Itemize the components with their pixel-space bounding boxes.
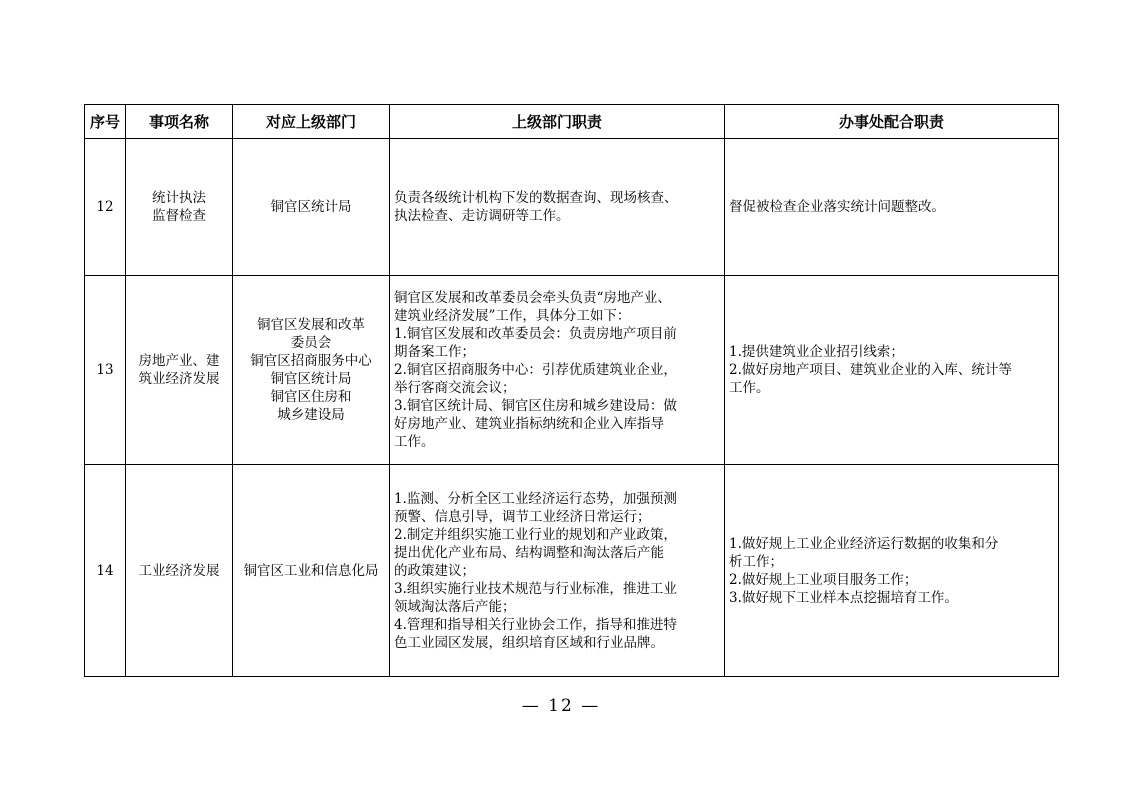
text-line: 1.提供建筑业企业招引线索； bbox=[729, 344, 904, 360]
text-line: 2.铜官区招商服务中心：引荐优质建筑业企业， bbox=[394, 362, 677, 378]
text-line: 3.做好规下工业样本点挖掘培育工作。 bbox=[729, 589, 958, 606]
duties-table bbox=[84, 104, 1059, 677]
text-line: 房地产业、建 bbox=[138, 353, 220, 369]
text-line: 2.做好房地产项目、建筑业企业的入库、统计等 bbox=[729, 362, 1012, 378]
cell-item-name bbox=[126, 276, 233, 465]
cell-superior-duty bbox=[390, 139, 725, 276]
text-line: 铜官区工业和信息化局 bbox=[243, 562, 379, 579]
page-number: — 12 — bbox=[521, 696, 601, 716]
cell-office-duty bbox=[725, 139, 1059, 276]
cell-office-duty bbox=[725, 465, 1059, 677]
cell-item-name bbox=[126, 465, 233, 677]
table-row bbox=[85, 465, 1059, 677]
text-line: 铜官区统计局 bbox=[270, 371, 352, 387]
text-line: 工作。 bbox=[729, 380, 770, 396]
text-line: 委员会 bbox=[290, 335, 332, 351]
text-line: 执法检查、走访调研等工作。 bbox=[394, 208, 570, 224]
cell-superior-dept bbox=[233, 276, 390, 465]
text-line: 铜官区住房和 bbox=[270, 389, 352, 405]
text-line: 铜官区招商服务中心 bbox=[250, 353, 372, 369]
text-line: 期备案工作； bbox=[394, 344, 475, 360]
text-line: 负责各级统计机构下发的数据查询、现场核查、 bbox=[394, 190, 678, 206]
text-line: 的政策建议； bbox=[394, 562, 475, 579]
text-line: 提出优化产业布局、结构调整和淘汰落后产能 bbox=[394, 544, 664, 561]
text-line: 析工作； bbox=[729, 553, 783, 570]
text-line: 领域淘汰落后产能； bbox=[394, 598, 516, 615]
text-line: 督促被检查企业落实统计问题整改。 bbox=[729, 199, 945, 215]
cell-serial-no: 13 bbox=[85, 276, 126, 465]
text-line: 3.组织实施行业技术规范与行业标准，推进工业 bbox=[394, 580, 677, 597]
text-line: 2.制定并组织实施工业行业的规划和产业政策， bbox=[394, 526, 677, 543]
header-superior-duty: 上级部门职责 bbox=[390, 105, 725, 139]
text-line: 1.监测、分析全区工业经济运行态势，加强预测 bbox=[394, 490, 677, 507]
table-row bbox=[85, 139, 1059, 276]
header-item-name: 事项名称 bbox=[126, 105, 233, 139]
text-line: 监督检查 bbox=[152, 208, 206, 224]
text-line: 统计执法 bbox=[152, 190, 206, 206]
header-office-duty: 办事处配合职责 bbox=[725, 105, 1059, 139]
table-header-row bbox=[85, 105, 1059, 139]
text-line: 好房地产业、建筑业指标纳统和企业入库指导 bbox=[394, 416, 664, 432]
text-line: 筑业经济发展 bbox=[138, 371, 220, 387]
text-line: 色工业园区发展，组织培育区域和行业品牌。 bbox=[394, 634, 664, 651]
cell-serial-no: 12 bbox=[85, 139, 126, 276]
text-line: 1.铜官区发展和改革委员会：负责房地产项目前 bbox=[394, 326, 677, 342]
text-line: 城乡建设局 bbox=[277, 407, 345, 423]
cell-superior-dept bbox=[233, 139, 390, 276]
header-serial-no: 序号 bbox=[85, 105, 126, 139]
text-line: 1.做好规上工业企业经济运行数据的收集和分 bbox=[729, 535, 999, 552]
text-line: 建筑业经济发展”工作，具体分工如下： bbox=[394, 308, 631, 324]
text-line: 铜官区发展和改革 bbox=[257, 317, 365, 333]
text-line: 铜官区发展和改革委员会牵头负责“房地产业、 bbox=[394, 290, 671, 306]
text-line: 预警、信息引导，调节工业经济日常运行； bbox=[394, 508, 651, 525]
cell-superior-dept bbox=[233, 465, 390, 677]
text-line: 举行客商交流会议； bbox=[394, 380, 516, 396]
table-row bbox=[85, 276, 1059, 465]
cell-office-duty bbox=[725, 276, 1059, 465]
cell-superior-duty bbox=[390, 465, 725, 677]
text-line: 2.做好规上工业项目服务工作； bbox=[729, 571, 918, 588]
text-line: 工业经济发展 bbox=[138, 562, 220, 579]
cell-superior-duty bbox=[390, 276, 725, 465]
cell-serial-no: 14 bbox=[85, 465, 126, 677]
header-superior-dept: 对应上级部门 bbox=[233, 105, 390, 139]
text-line: 工作。 bbox=[394, 434, 435, 450]
text-line: 4.管理和指导相关行业协会工作，指导和推进特 bbox=[394, 616, 677, 633]
text-line: 3.铜官区统计局、铜官区住房和城乡建设局：做 bbox=[394, 398, 677, 414]
cell-item-name bbox=[126, 139, 233, 276]
text-line: 铜官区统计局 bbox=[270, 199, 352, 215]
